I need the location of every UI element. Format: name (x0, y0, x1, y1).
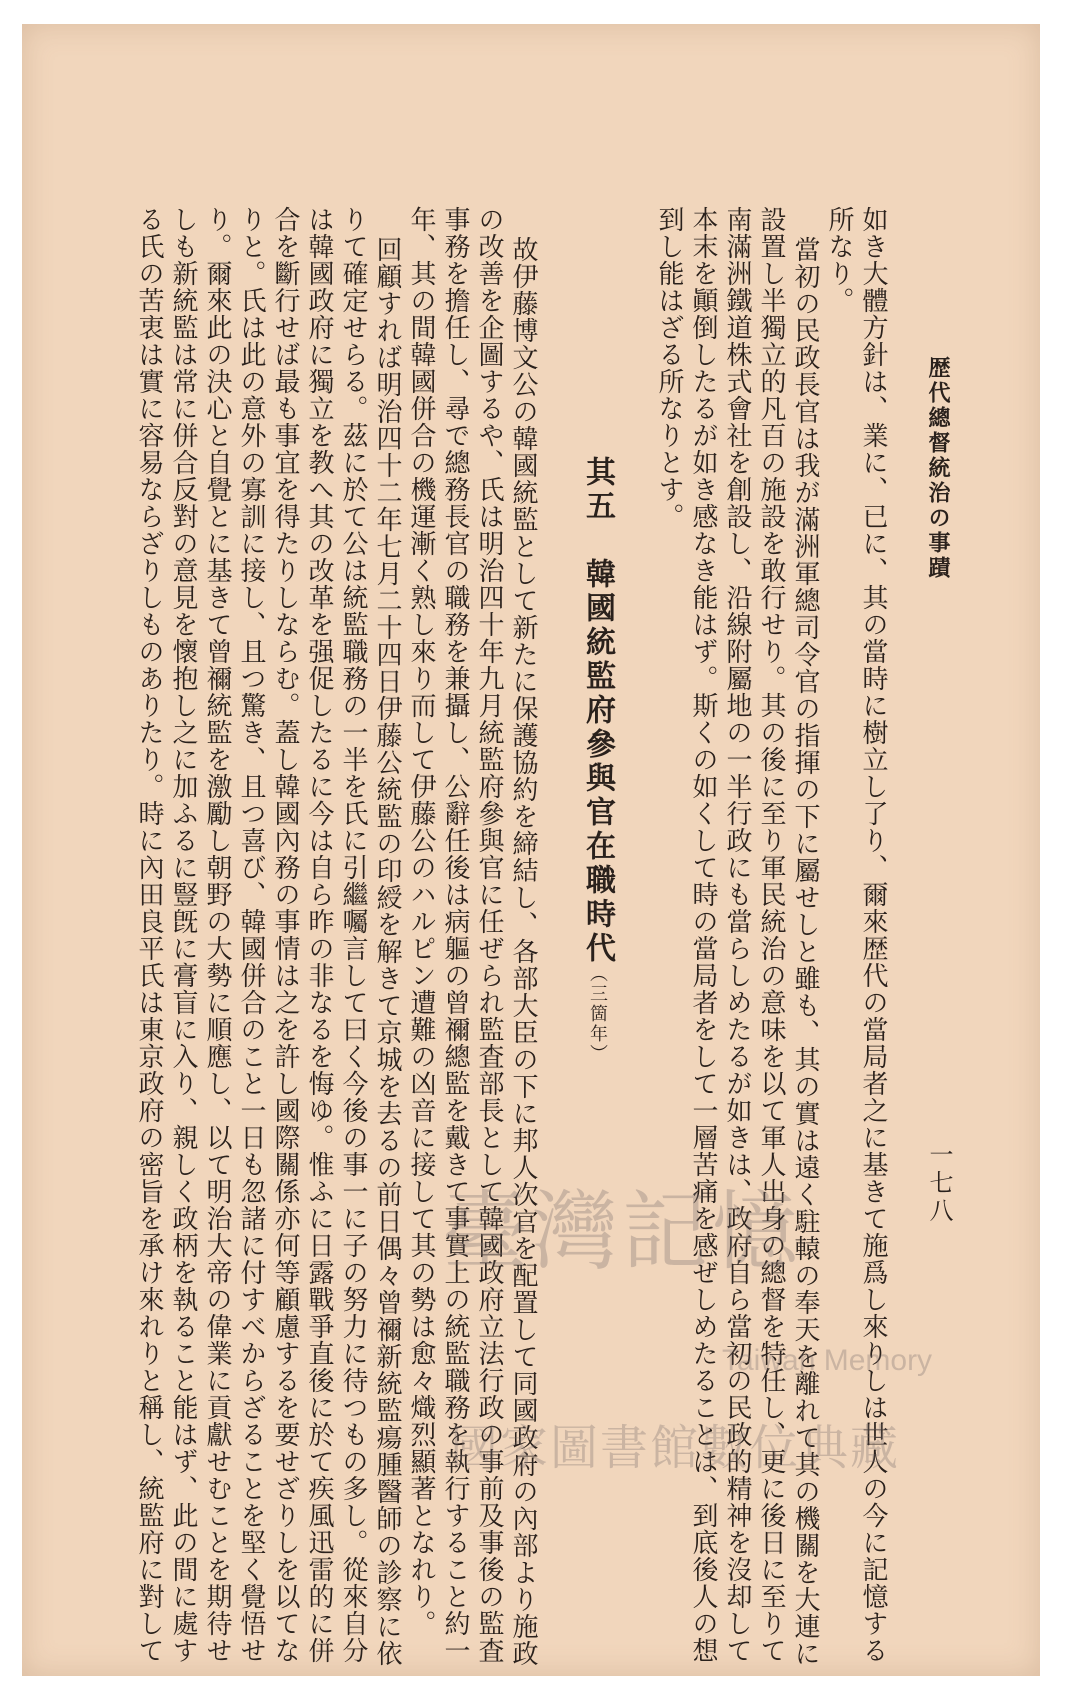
text-column: りて確定せらる。茲に於て公は統監職務の一半を氏に引繼囑言して曰く今後の事一に子の努力に待つもの多し。從來自分 (338, 206, 368, 1664)
text-column: 所なり。 (824, 206, 854, 314)
text-column: 到し能はざる所なりとす。 (654, 206, 684, 530)
text-column: 設置し半獨立的凡百の施設を敢行せり。其の後に至り軍民統治の意味を以て軍人出身の總督を特任し、更に後日に至りて (756, 206, 786, 1664)
text-column: 當初の民政長官は我が滿洲軍總司令官の指揮の下に屬せしと雖も、其の實は遠く駐轅の奉天を離れて其の機關を大連に (790, 236, 820, 1667)
text-column: 本末を顚倒したるが如き感なき能はず。斯くの如くして時の當局者をして一層苦痛を感ぜしめたることは、到底後人の想 (688, 206, 718, 1664)
text-column: 故伊藤博文公の韓國統監として新たに保護協約を締結し、各部大臣の下に邦人次官を配置して同國政府の內部より施政 (508, 236, 538, 1667)
text-column: 回顧すれば明治四十二年七月二十四日伊藤公統監の印綬を解きて京城を去るの前日偶々曾禰新統監瘍腫醫師の診察に依 (372, 236, 402, 1667)
text-column: 合を斷行せば最も事宜を得たりしならむ。蓋し韓國內務の事情は之を許し國際關係亦何等顧慮するを要せざりしを以てな (270, 206, 300, 1664)
running-header: 歴代總督統治の事蹟 (925, 356, 951, 581)
text-column: しも新統監は常に併合反對の意見を懷抱し之に加ふるに豎旣に膏盲に入り、親しく政柄を執ること能はず、此の間に處す (168, 206, 198, 1664)
text-column: 事務を擔任し、尋で總務長官の職務を兼攝し、公辭任後は病軀の曾禰總監を戴きて事實上の統監職務を執行すること約一 (440, 206, 470, 1664)
text-column: は韓國政府に獨立を教へ其の改革を强促したるに今は自ら昨の非なるを悔ゆ。惟ふに日露戰爭直後に於て疾風迅雷的に併 (304, 206, 334, 1664)
section-heading: 其五 韓國統監府參與官在職時代 (580, 456, 615, 966)
text-column: 如き大體方針は、業に、已に、其の當時に樹立し了り、爾來歴代の當局者之に基きて施爲し來りしは世人の今に記憶する (858, 206, 888, 1664)
text-column: り。爾來此の決心と自覺とに基きて曾禰統監を激勵し朝野の大勢に順應し、以て明治大帝の偉業に貢獻せむことを期待せ (202, 206, 232, 1664)
text-column: 年、其の間韓國併合の機運漸く熟し來り而して伊藤公のハルピン遭難の凶音に接して其の勢は愈々熾烈顯著となれり。 (406, 206, 436, 1637)
text-column: る氏の苦衷は實に容易ならざりしものありたり。時に內田良平氏は東京政府の密旨を承け來れりと稱し、統監府に對して (134, 206, 164, 1664)
page-number: 一七八 (925, 1142, 953, 1226)
watermark-library: 國家圖書館數位典藏 (450, 1422, 901, 1475)
watermark-title: 臺灣記憶 (442, 1182, 802, 1282)
text-column: 南滿洲鐵道株式會社を創設し、沿線附屬地の一半行政にも當らしめたるが如きは、政府自ら當初の民政的精神を沒却して (722, 206, 752, 1664)
text-column: の改善を企圖するや、氏は明治四十年九月統監府參與官に任ぜられ監査部長として韓國政府立法行政の事前及事後の監査 (474, 206, 504, 1664)
book-page (22, 24, 1040, 1676)
watermark-subtitle: Taiwan Memory (722, 1344, 933, 1377)
section-duration: （三箇年） (587, 964, 608, 1064)
text-column: りと。氏は此の意外の寡訓に接し、且つ驚き、且つ喜び、韓國併合のこと一日も忽諸に付すべからざることを堅く覺悟せ (236, 206, 266, 1664)
